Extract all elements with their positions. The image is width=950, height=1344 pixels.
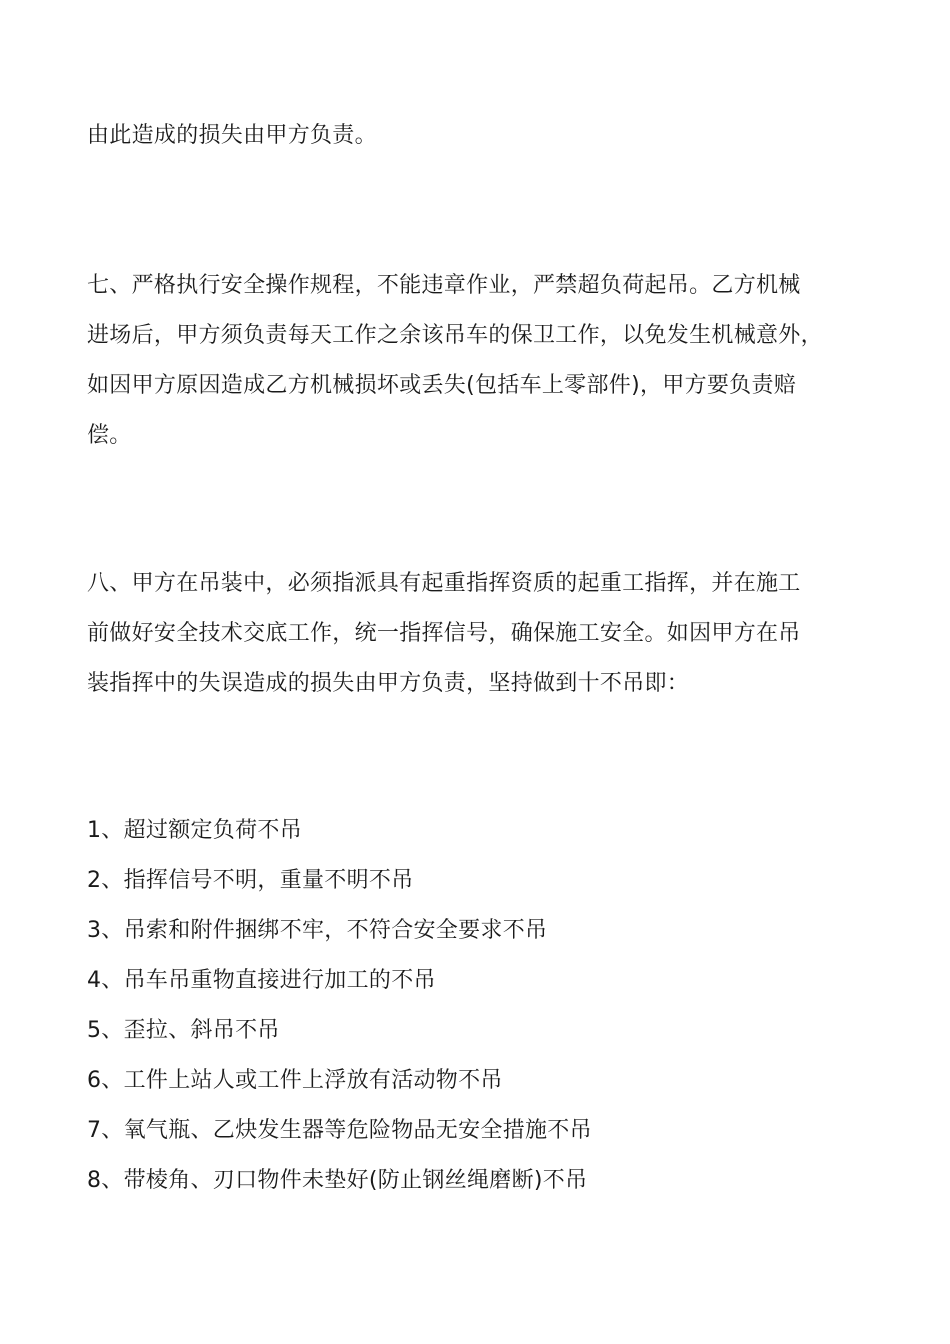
paragraph-line: 由此造成的损失由甲方负责。 [87, 123, 377, 148]
paragraph-line: 七、严格执行安全操作规程，不能违章作业，严禁超负荷起吊。乙方机械 [87, 273, 801, 298]
paragraph-line: 前做好安全技术交底工作，统一指挥信号，确保施工安全。如因甲方在吊 [87, 621, 801, 646]
list-item: 8、带棱角、刃口物件未垫好(防止钢丝绳磨断)不吊 [87, 1168, 588, 1193]
paragraph-clause-7 [87, 261, 887, 461]
list-item: 2、指挥信号不明，重量不明不吊 [87, 868, 414, 893]
paragraph-line: 进场后，甲方须负责每天工作之余该吊车的保卫工作，以免发生机械意外， [87, 323, 823, 348]
paragraph-line: 八、甲方在吊装中，必须指派具有起重指挥资质的起重工指挥，并在施工 [87, 571, 801, 596]
paragraph-loss-responsibility [87, 111, 887, 161]
list-item: 7、氧气瓶、乙炔发生器等危险物品无安全措施不吊 [87, 1118, 592, 1143]
list-item: 6、工件上站人或工件上浮放有活动物不吊 [87, 1068, 503, 1093]
list-item: 4、吊车吊重物直接进行加工的不吊 [87, 968, 436, 993]
paragraph-line: 偿。 [87, 423, 132, 448]
ten-no-lift-rules-list [87, 806, 887, 1206]
list-item: 3、吊索和附件捆绑不牢，不符合安全要求不吊 [87, 918, 548, 943]
paragraph-line: 如因甲方原因造成乙方机械损坏或丢失(包括车上零部件)，甲方要负责赔 [87, 373, 797, 398]
paragraph-line: 装指挥中的失误造成的损失由甲方负责，坚持做到十不吊即： [87, 671, 690, 696]
paragraph-clause-8 [87, 559, 887, 709]
list-item: 1、超过额定负荷不吊 [87, 818, 302, 843]
list-item: 5、歪拉、斜吊不吊 [87, 1018, 280, 1043]
